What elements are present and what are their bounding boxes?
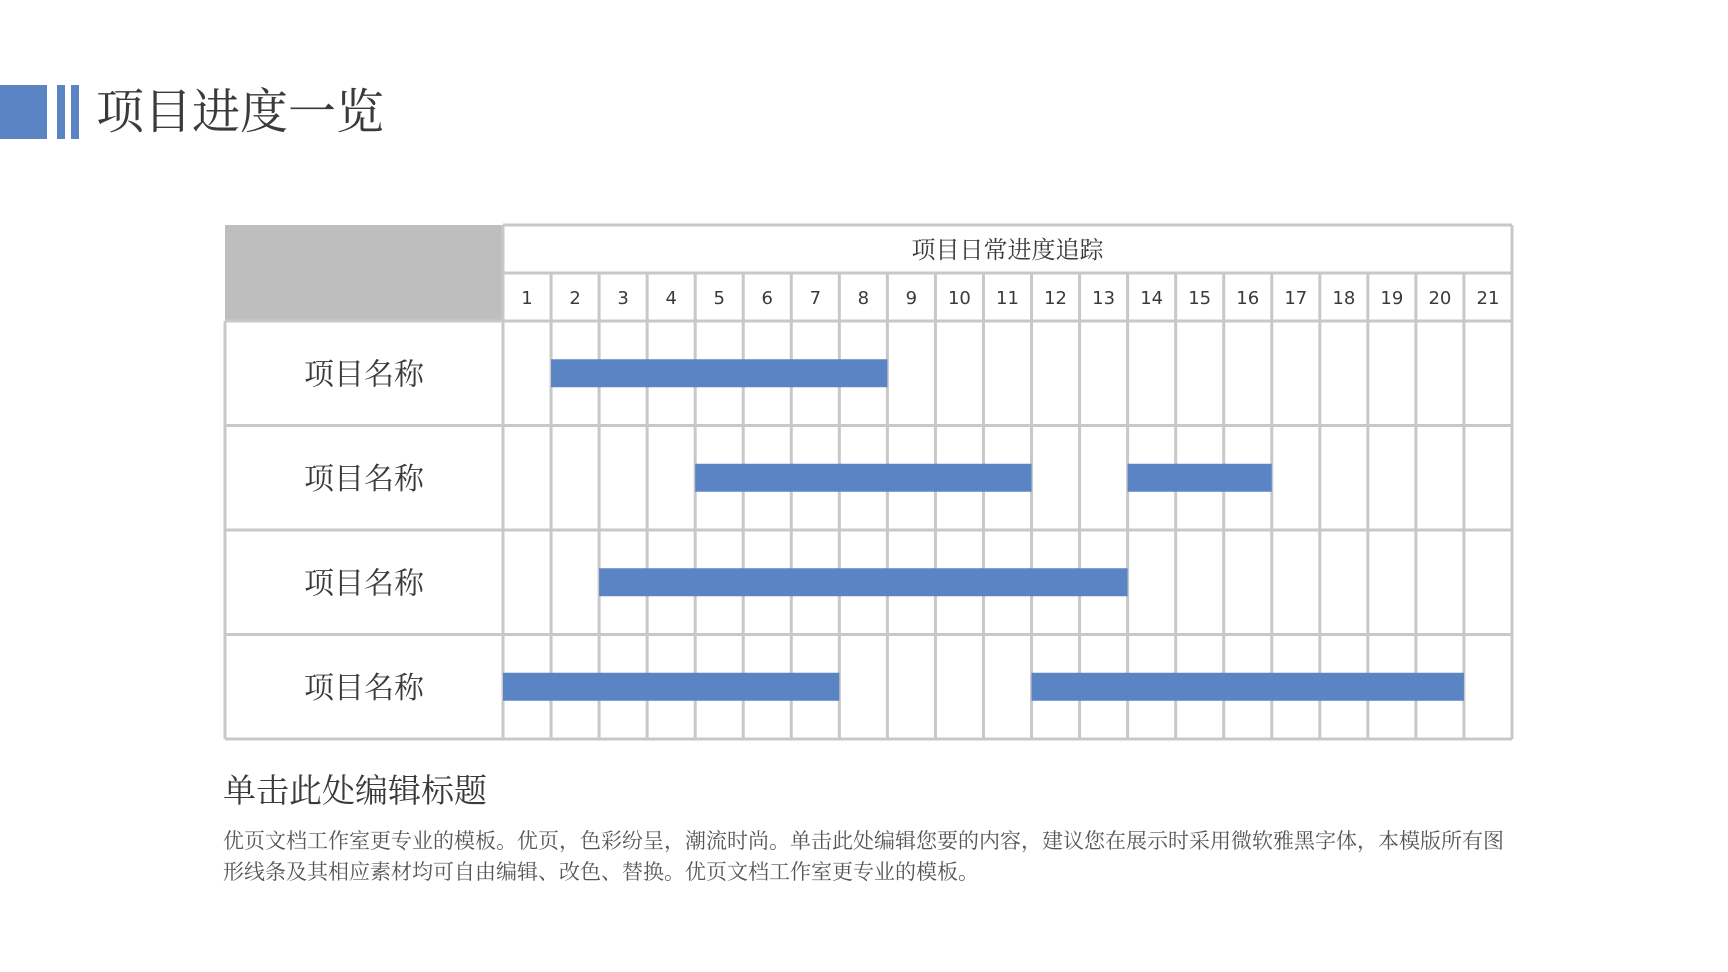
gantt-day-label: 8 [857, 288, 870, 309]
page-title: 项目进度一览 [96, 84, 385, 140]
gantt-day-label: 20 [1428, 288, 1452, 309]
gantt-header-corner [225, 225, 503, 321]
gantt-day-label: 11 [996, 288, 1019, 309]
gantt-task-bar [503, 673, 839, 701]
gantt-day-label: 17 [1284, 288, 1308, 309]
gantt-day-label: 12 [1044, 288, 1068, 309]
gantt-row-label: 项目名称 [304, 670, 424, 706]
gantt-day-label: 14 [1140, 288, 1164, 309]
gantt-day-label: 2 [569, 288, 581, 309]
gantt-day-label: 9 [905, 288, 918, 309]
gantt-task-bar [599, 568, 1128, 596]
gantt-row-label: 项目名称 [304, 357, 424, 393]
gantt-task-bar [695, 464, 1031, 492]
gantt-day-label: 18 [1332, 288, 1356, 309]
gantt-day-label: 7 [809, 288, 822, 309]
section-body-text[interactable]: 优页文档工作室更专业的模板。优页，色彩纷呈，潮流时尚。单击此处编辑您要的内容，建议您在展示时采用微软雅黑字体，本模版所有图形线条及其相应素材均可自由编辑、改色、替换。优页文档工作室更专业的模板。 [223, 829, 1504, 884]
gantt-day-label: 19 [1380, 288, 1404, 309]
gantt-day-label: 4 [665, 288, 677, 309]
gantt-row-label: 项目名称 [304, 461, 424, 497]
gantt-day-label: 15 [1188, 288, 1212, 309]
gantt-day-label: 10 [947, 288, 971, 309]
gantt-day-label: 3 [617, 288, 629, 309]
gantt-task-bar [1032, 673, 1464, 701]
gantt-day-label: 21 [1476, 288, 1500, 309]
gantt-day-label: 5 [713, 288, 725, 309]
gantt-row-label: 项目名称 [304, 566, 424, 602]
section-heading[interactable]: 单击此处编辑标题 [223, 771, 487, 810]
gantt-task-bar [1128, 464, 1272, 492]
gantt-day-label: 13 [1092, 288, 1116, 309]
gantt-day-label: 1 [521, 288, 533, 309]
gantt-day-label: 16 [1236, 288, 1260, 309]
gantt-task-bar [551, 359, 887, 387]
gantt-day-label: 6 [761, 288, 773, 309]
gantt-chart-title: 项目日常进度追踪 [911, 236, 1104, 264]
